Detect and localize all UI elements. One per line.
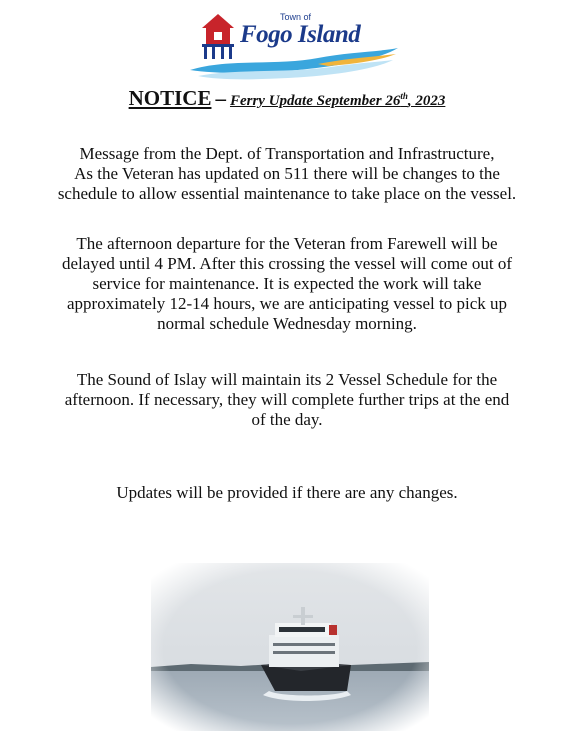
paragraph-line: delayed until 4 PM. After this crossing the vessel will come out of [62, 254, 512, 273]
title-dash: – [215, 86, 226, 110]
house-roof-icon [202, 14, 234, 28]
paragraph-updates [20, 483, 554, 503]
notice-subtitle [230, 93, 445, 109]
notice-title [0, 86, 574, 111]
subtitle-pre: Ferry Update September 26 [229, 93, 401, 109]
paragraph-line: Message from the Dept. of Transportation and Infrastructure, [79, 144, 495, 163]
paragraph-line: As the Veteran has updated on 511 there will be changes to the [74, 164, 500, 183]
ferry-photo [151, 563, 429, 731]
paragraph-ministry-message [20, 144, 554, 204]
paragraph-line: normal schedule Wednesday morning. [157, 314, 417, 333]
logo-town-of: Town of [280, 12, 312, 22]
paragraph-line: service for maintenance. It is expected the work will take [92, 274, 482, 293]
paragraph-line: of the day. [251, 410, 323, 429]
fogo-island-logo [188, 8, 400, 84]
subtitle-post: , 2023 [407, 93, 446, 109]
ferry-image-icon [151, 563, 429, 731]
paragraph-veteran-delay [20, 234, 554, 334]
subtitle-sup: th [400, 91, 408, 101]
paragraph-line: Updates will be provided if there are any changes. [116, 483, 458, 502]
paragraph-line: The Sound of Islay will maintain its 2 Vessel Schedule for the [76, 370, 498, 389]
paragraph-line: approximately 12-14 hours, we are anticipating vessel to pick up [67, 294, 507, 313]
paragraph-line: afternoon. If necessary, they will complete further trips at the end [64, 390, 510, 409]
logo-fogo-island: Fogo Island [240, 21, 361, 48]
paragraph-line: The afternoon departure for the Veteran from Farewell will be [76, 234, 498, 253]
paragraph-line: schedule to allow essential maintenance to take place on the vessel. [57, 184, 517, 203]
paragraph-sound-of-islay [20, 370, 554, 430]
notice-heading: NOTICE [128, 86, 212, 110]
